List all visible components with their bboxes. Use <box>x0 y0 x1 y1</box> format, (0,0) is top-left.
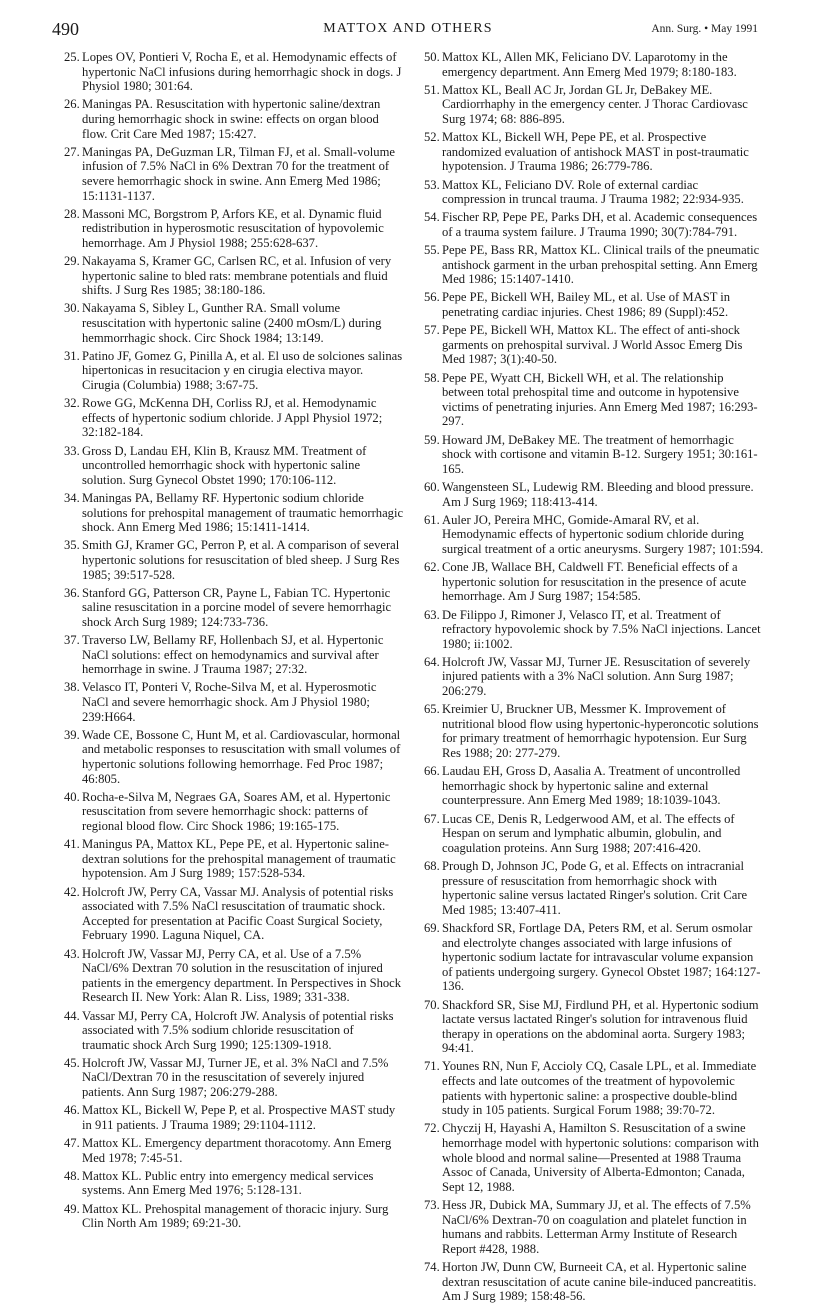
reference-item <box>64 396 404 440</box>
reference-number: 46. <box>64 1103 80 1118</box>
reference-item <box>64 1202 404 1231</box>
reference-text: Chyczij H, Hayashi A, Hamilton S. Resuscitation of a swine hemorrhage model with hypertonic solutions: comparison with whole blood and normal saline—Presented at 1988 Trauma Assoc of Canada, University of Alberta-Edmonton; Canada, Sept 12, 1988. <box>442 1121 759 1194</box>
reference-text: Fischer RP, Pepe PE, Parks DH, et al. Academic consequences of a trauma system failure. J Trauma 1990; 30(7):784-791. <box>442 210 758 239</box>
reference-text: Pepe PE, Bickell WH, Mattox KL. The effect of anti-shock garments on prehospital survival. J World Assoc Emerg Dis Med 1987; 3(1):40-50. <box>442 323 743 367</box>
journal-reference: Ann. Surg. • May 1991 <box>651 23 758 35</box>
reference-item <box>64 50 404 94</box>
reference-item <box>424 243 764 287</box>
reference-number: 69. <box>424 920 440 935</box>
reference-text: Holcroft JW, Vassar MJ, Turner JE. Resuscitation of severely injured patients with a 3% NaCl solution. Ann Surg 1987; 206:279. <box>442 654 751 699</box>
reference-number: 26. <box>64 97 80 112</box>
reference-number: 35. <box>64 538 80 553</box>
reference-number: 71. <box>424 1059 440 1074</box>
reference-text: Prough D, Johnson JC, Pode G, et al. Effects on intracranial pressure of resuscitation from hemorrhagic shock with hypertonic saline versus lactated Ringer's solution. Crit Care Med 1985; 13:407-411. <box>442 858 748 917</box>
reference-item <box>424 859 764 917</box>
reference-number: 61. <box>424 512 440 527</box>
reference-number: 60. <box>424 479 440 494</box>
reference-item <box>64 254 404 298</box>
reference-item <box>424 371 764 429</box>
reference-item <box>424 1198 764 1256</box>
reference-number: 72. <box>424 1121 440 1136</box>
reference-item <box>424 130 764 174</box>
reference-number: 31. <box>64 348 80 363</box>
reference-text: Vassar MJ, Perry CA, Holcroft JW. Analysis of potential risks associated with 7.5% sodium chloride resuscitation of traumatic shock Arch Surg 1990; 125:1309-1918. <box>82 1008 394 1052</box>
reference-text: Rocha-e-Silva M, Negraes GA, Soares AM, et al. Hypertonic resuscitation from severe hemorrhagic shock: patterns of regional blood flow. Circ Shock 1986; 19:165-175. <box>82 789 391 833</box>
reference-text: Massoni MC, Borgstrom P, Arfors KE, et al. Dynamic fluid redistribution in hyperosmotic resuscitation of hypovolemic hemorrhage. Am J Physiol 1988; 255:628-637. <box>82 206 384 250</box>
page-number: 490 <box>52 19 79 39</box>
reference-number: 73. <box>424 1198 440 1212</box>
reference-item <box>64 491 404 535</box>
reference-number: 62. <box>424 560 440 575</box>
references-column-left <box>64 50 404 1234</box>
reference-item <box>64 633 404 677</box>
reference-item <box>424 50 764 79</box>
reference-text: Pepe PE, Bickell WH, Bailey ML, et al. Use of MAST in penetrating cardiac injuries. Chest 1986; 89 (Suppl):452. <box>442 290 731 320</box>
reference-item <box>64 538 404 582</box>
reference-item <box>424 178 764 207</box>
reference-item <box>424 764 764 808</box>
reference-item <box>424 998 764 1056</box>
reference-item <box>64 1169 404 1198</box>
reference-text: Pepe PE, Wyatt CH, Bickell WH, et al. The relationship between total prehospital time and outcome in hypotensive victims of penetrating injuries. Ann Emerg Med 1987; 16:293-297. <box>442 370 758 429</box>
reference-number: 29. <box>64 254 80 269</box>
reference-item <box>64 885 404 943</box>
reference-text: Mattox KL, Beall AC Jr, Jordan GL Jr, DeBakey ME. Cardiorrhaphy in the emergency center. J Thorac Cardiovasc Surg 1974; 68: 886-895. <box>442 82 748 126</box>
reference-item <box>64 1009 404 1053</box>
reference-number: 45. <box>64 1055 80 1070</box>
reference-item <box>64 837 404 881</box>
reference-item <box>64 145 404 203</box>
reference-number: 39. <box>64 727 80 742</box>
reference-number: 68. <box>424 858 440 873</box>
reference-number: 50. <box>424 50 440 64</box>
reference-number: 48. <box>64 1168 80 1183</box>
reference-item <box>424 1260 764 1304</box>
reference-number: 41. <box>64 837 80 852</box>
reference-number: 55. <box>424 243 440 258</box>
reference-item <box>64 790 404 834</box>
reference-text: Mattox KL, Allen MK, Feliciano DV. Laparotomy in the emergency department. Ann Emerg Med 1979; 8:180-183. <box>442 50 737 79</box>
reference-text: Mattox KL. Public entry into emergency medical services systems. Ann Emerg Med 1976; 5:128-131. <box>82 1168 374 1198</box>
reference-item <box>64 444 404 488</box>
reference-item <box>64 349 404 393</box>
reference-number: 58. <box>424 370 440 385</box>
reference-text: Mattox KL. Emergency department thoracotomy. Ann Emerg Med 1978; 7:45-51. <box>82 1136 392 1165</box>
reference-number: 63. <box>424 607 440 622</box>
reference-text: Maningas PA, DeGuzman LR, Tilman FJ, et al. Small-volume infusion of 7.5% NaCl in 6% Dextran 70 for the treatment of severe hemorrhagic shock in swine. Ann Emerg Med 1986; 15:1131-1137. <box>82 144 395 203</box>
reference-item <box>64 207 404 251</box>
reference-text: Nakayama S, Kramer GC, Carlsen RC, et al. Infusion of very hypertonic saline to bled rats: membrane potentials and fluid shifts. J Surg Res 1985; 38:180-186. <box>82 254 392 298</box>
reference-text: Maningas PA, Bellamy RF. Hypertonic sodium chloride solutions for prehospital management of traumatic hemorrhagic shock. Ann Emerg Med 1986; 15:1411-1414. <box>82 490 404 535</box>
reference-item <box>424 702 764 760</box>
reference-item <box>64 1103 404 1132</box>
reference-text: Shackford SR, Sise MJ, Firdlund PH, et al. Hypertonic sodium lactate versus lactated Ringer's solution for intravenous fluid therapy in operations on the abdominal aorta. Surgery 1983; 94:41. <box>442 997 759 1056</box>
reference-item <box>64 301 404 345</box>
reference-text: Patino JF, Gomez G, Pinilla A, et al. El uso de solciones salinas hipertonicas in resucitacion y en cirugia electiva mayor. Cirugia (Columbia) 1988; 3:67-75. <box>82 348 403 393</box>
reference-text: Traverso LW, Bellamy RF, Hollenbach SJ, et al. Hypertonic NaCl solutions: effect on hemodynamics and survival after hemorrhage in swine. J Trauma 1987; 27:32. <box>82 633 384 677</box>
reference-number: 65. <box>424 702 440 717</box>
running-title: MATTOX AND OTHERS <box>323 21 493 36</box>
reference-text: Gross D, Landau EH, Klin B, Krausz MM. Treatment of uncontrolled hemorrhagic shock with hypertonic saline solution. Surg Gynecol Obstet 1990; 170:106-112. <box>82 443 367 487</box>
reference-text: Auler JO, Pereira MHC, Gomide-Amaral RV, et al. Hemodynamic effects of hypertonic sodium chloride during surgical treatment of a ortic aneurysms. Surgery 1987; 101:594. <box>442 512 764 556</box>
reference-text: Howard JM, DeBakey ME. The treatment of hemorrhagic shock with cortisone and vitamin B-12. Surgery 1951; 30:161-165. <box>442 432 758 476</box>
reference-text: Horton JW, Dunn CW, Burneeit CA, et al. Hypertonic saline dextran resuscitation of acute canine bile-induced pancreatitis. Am J Surg 1989; 158:48-56. <box>442 1259 757 1304</box>
reference-text: Holcroft JW, Vassar MJ, Perry CA, et al. Use of a 7.5% NaCl/6% Dextran 70 solution in the resuscitation of injured patients in the emergency department. In Perspectives in Shock Research II. New York: Alan R. Liss, 1989; 331-338. <box>82 946 402 1005</box>
reference-number: 49. <box>64 1201 80 1216</box>
reference-number: 47. <box>64 1136 80 1151</box>
reference-number: 51. <box>424 82 440 97</box>
reference-number: 74. <box>424 1259 440 1274</box>
reference-item <box>424 921 764 994</box>
reference-number: 30. <box>64 301 80 316</box>
reference-number: 67. <box>424 811 440 826</box>
reference-item <box>424 323 764 367</box>
reference-number: 66. <box>424 764 440 779</box>
reference-text: Mattox KL, Bickell WH, Pepe PE, et al. Prospective randomized evaluation of antishock MAST in post-traumatic hypotension. J Trauma 1986; 26:779-786. <box>442 130 749 174</box>
reference-text: Nakayama S, Sibley L, Gunther RA. Small volume resuscitation with hypertonic saline (2400 mOsm/L) during hemmorrhagic shock. Circ Shock 1984; 13:149. <box>82 301 382 345</box>
reference-text: Holcroft JW, Perry CA, Vassar MJ. Analysis of potential risks associated with 7.5% NaCl resuscitation of traumatic shock. Accepted for presentation at Pacific Coast Surgical Society, February 1990. Laguna Niquel, CA. <box>82 884 394 943</box>
reference-number: 33. <box>64 443 80 458</box>
reference-number: 37. <box>64 633 80 648</box>
reference-text: Hess JR, Dubick MA, Summary JJ, et al. The effects of 7.5% NaCl/6% Dextran-70 on coagulation and platelet function in humans and rabbits. Letterman Army Institute of Research Report #428, 1988. <box>442 1198 751 1256</box>
reference-text: Mattox KL, Bickell W, Pepe P, et al. Prospective MAST study in 911 patients. J Trauma 1989; 29:1104-1112. <box>82 1103 396 1132</box>
reference-item <box>424 812 764 856</box>
reference-number: 36. <box>64 585 80 600</box>
reference-text: Pepe PE, Bass RR, Mattox KL. Clinical trails of the pneumatic antishock garment in the urban prehospital setting. Ann Emerg Med 1986; 15:1407-1410. <box>442 243 760 287</box>
reference-item <box>64 680 404 724</box>
reference-number: 64. <box>424 654 440 669</box>
reference-number: 42. <box>64 884 80 899</box>
reference-item <box>64 728 404 786</box>
reference-number: 54. <box>424 210 440 225</box>
reference-item <box>424 1059 764 1117</box>
reference-item <box>424 433 764 477</box>
reference-item <box>64 97 404 141</box>
reference-item <box>64 947 404 1005</box>
reference-number: 44. <box>64 1008 80 1023</box>
reference-item <box>424 513 764 557</box>
reference-item <box>64 586 404 630</box>
reference-text: De Filippo J, Rimoner J, Velasco IT, et al. Treatment of refractory hypovolemic shock by 7.5% NaCl injections. Lancet 1980; ii:1002. <box>442 607 761 651</box>
reference-text: Stanford GG, Patterson CR, Payne L, Fabian TC. Hypertonic saline resuscitation in a porcine model of severe hemorrhagic shock Arch Surg 1989; 124:733-736. <box>82 585 392 629</box>
reference-number: 53. <box>424 177 440 192</box>
reference-number: 32. <box>64 396 80 411</box>
reference-text: Holcroft JW, Vassar MJ, Turner JE, et al. 3% NaCl and 7.5% NaCl/Dextran 70 in the resuscitation of severely injured patients. Ann Surg 1987; 206:279-288. <box>82 1055 389 1100</box>
reference-number: 27. <box>64 144 80 159</box>
reference-item <box>424 480 764 509</box>
reference-text: Mattox KL. Prehospital management of thoracic injury. Surg Clin North Am 1989; 69:21-30. <box>82 1201 389 1231</box>
references-column-right <box>424 50 764 1307</box>
reference-text: Laudau EH, Gross D, Aasalia A. Treatment of uncontrolled hemorrhagic shock by hypertonic saline and external counterpressure. Ann Emerg Med 1989; 18:1039-1043. <box>442 764 741 808</box>
reference-number: 59. <box>424 432 440 447</box>
reference-item <box>424 1121 764 1194</box>
reference-number: 56. <box>424 290 440 305</box>
reference-text: Maningas PA. Resuscitation with hypertonic saline/dextran during hemorrhagic shock in swine: effects on organ blood flow. Crit Care Med 1987; 15:427. <box>82 97 381 141</box>
reference-text: Cone JB, Wallace BH, Caldwell FT. Beneficial effects of a hypertonic solution for resuscitation in the presence of acute hemorrhage. Am J Surg 1987; 154:585. <box>442 560 747 604</box>
reference-number: 38. <box>64 680 80 695</box>
reference-number: 52. <box>424 130 440 145</box>
reference-item <box>424 655 764 699</box>
reference-item <box>64 1136 404 1165</box>
reference-text: Rowe GG, McKenna DH, Corliss RJ, et al. Hemodynamic effects of hypertonic sodium chloride. J Appl Physiol 1972; 32:182-184. <box>82 396 383 440</box>
reference-number: 28. <box>64 206 80 221</box>
reference-text: Kreimier U, Bruckner UB, Messmer K. Improvement of nutritional blood flow using hypertonic-hyperoncotic solutions for primary treatment of hemorrhagic hypotension. Eur Surg Res 1988; 20: 277-279. <box>442 702 759 761</box>
reference-item <box>424 83 764 127</box>
reference-text: Lopes OV, Pontieri V, Rocha E, et al. Hemodynamic effects of hypertonic NaCl infusions during hemorrhagic shock in dogs. J Physiol 1980; 301:64. <box>82 50 402 94</box>
reference-text: Wangensteen SL, Ludewig RM. Bleeding and blood pressure. Am J Surg 1969; 118:413-414. <box>442 479 754 509</box>
reference-text: Younes RN, Nun F, Accioly CQ, Casale LPL, et al. Immediate effects and late outcomes of the treatment of hypovolemic patients with hypertonic saline: a prospective double-blind study in 105 patients. Surgical Forum 1988; 39:70-72. <box>442 1059 757 1118</box>
reference-number: 25. <box>64 50 80 64</box>
reference-text: Velasco IT, Ponteri V, Roche-Silva M, et al. Hyperosmotic NaCl and severe hemorrhagic shock. Am J Physiol 1980; 239:H664. <box>82 680 377 724</box>
reference-item <box>424 608 764 652</box>
reference-text: Smith GJ, Kramer GC, Perron P, et al. A comparison of several hypertonic solutions for resuscitation of bled sheep. J Surg Res 1985; 39:517-528. <box>82 538 400 582</box>
reference-number: 70. <box>424 997 440 1012</box>
reference-text: Shackford SR, Fortlage DA, Peters RM, et al. Serum osmolar and electrolyte changes associated with large infusions of hypertonic sodium lactate for intravascular volume expansion of patients undergoing surgery. Gynecol Obstet 1987; 164:127-136. <box>442 920 761 994</box>
reference-text: Mattox KL, Feliciano DV. Role of external cardiac compression in truncal trauma. J Trauma 1982; 22:934-935. <box>442 177 744 207</box>
reference-item <box>424 290 764 319</box>
reference-number: 40. <box>64 789 80 804</box>
reference-text: Wade CE, Bossone C, Hunt M, et al. Cardiovascular, hormonal and metabolic responses to resuscitation with small volumes of hypertonic solutions following hemorrhage. Fed Proc 1987; 46:805. <box>82 727 401 786</box>
reference-item <box>64 1056 404 1100</box>
reference-item <box>424 210 764 239</box>
reference-text: Lucas CE, Denis R, Ledgerwood AM, et al. The effects of Hespan on serum and lymphatic albumin, globulin, and coagulation proteins. Ann Surg 1988; 207:416-420. <box>442 811 735 855</box>
reference-number: 57. <box>424 323 440 338</box>
reference-number: 43. <box>64 946 80 961</box>
reference-text: Maningus PA, Mattox KL, Pepe PE, et al. Hypertonic saline-dextran solutions for the prehospital management of traumatic hypotension. Am J Surg 1989; 157:528-534. <box>82 837 396 881</box>
reference-number: 34. <box>64 490 80 505</box>
reference-item <box>424 560 764 604</box>
